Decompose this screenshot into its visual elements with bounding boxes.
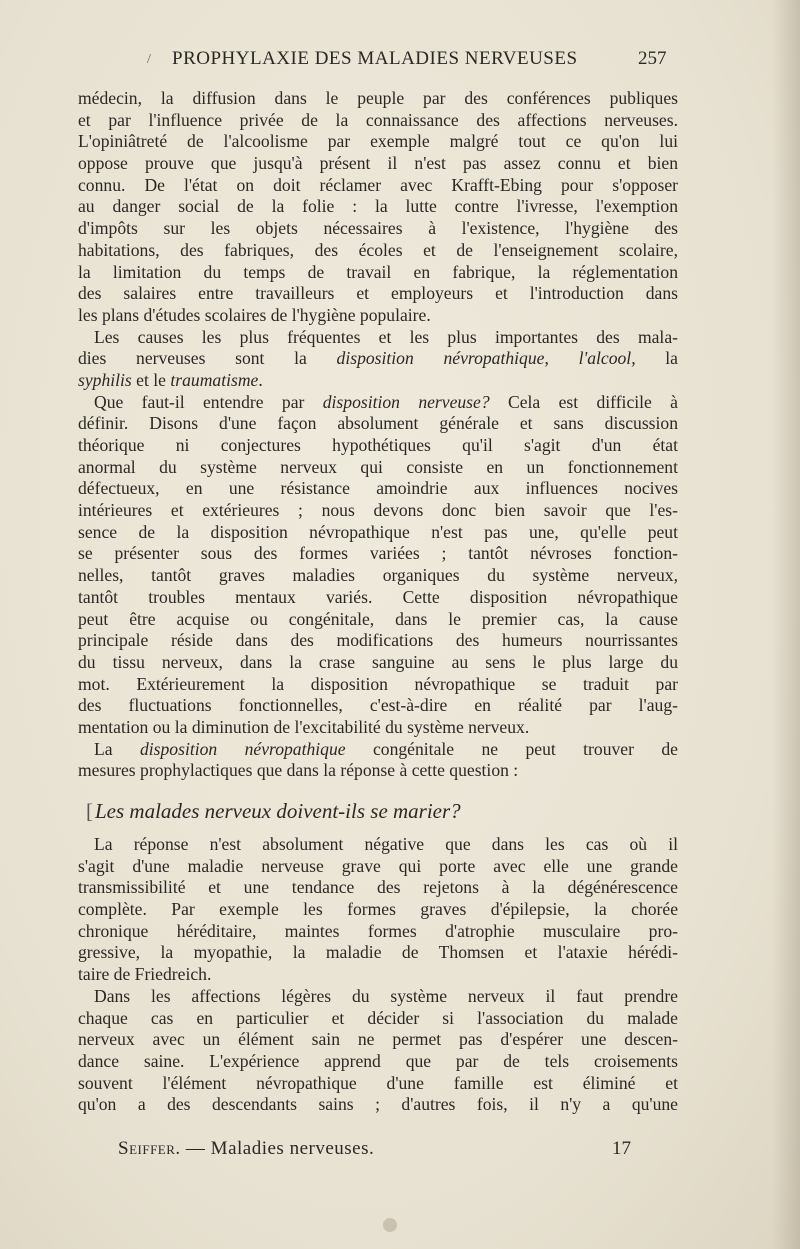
text-line: sence de la disposition névropathique n'est pas une, qu'elle peut bbox=[78, 521, 678, 542]
page-number: 257 bbox=[638, 48, 667, 69]
paragraph-2 bbox=[78, 327, 678, 392]
text-line bbox=[78, 348, 678, 370]
text-line: du tissu nerveux, dans la crase sanguine au sens le plus large du bbox=[78, 651, 678, 672]
text-line: connu. De l'état on doit réclamer avec Krafft-Ebing pour s'opposer bbox=[78, 174, 678, 195]
text-line: anormal du système nerveux qui consiste en un fonctionnement bbox=[78, 456, 678, 477]
paragraph-4 bbox=[78, 739, 678, 782]
header-mark: / bbox=[147, 52, 151, 67]
paragraph-6 bbox=[78, 986, 678, 1116]
text-line: La réponse n'est absolument négative que dans les cas où il bbox=[94, 834, 678, 854]
text-line: habitations, des fabriques, des écoles et de l'enseignement scolaire, bbox=[78, 239, 678, 260]
text-line bbox=[78, 370, 678, 392]
text-run: dies nerveuses sont la bbox=[78, 348, 337, 369]
text-run: la bbox=[635, 348, 678, 369]
text-line bbox=[78, 392, 678, 414]
text-line: tantôt troubles mentaux variés. Cette disposition névropathique bbox=[78, 586, 678, 607]
text-line: chronique héréditaire, maintes formes d'atrophie musculaire pro- bbox=[78, 920, 678, 941]
text-run: Cela est difficile à bbox=[489, 391, 678, 412]
text-line bbox=[78, 739, 678, 761]
emphasis-text: disposition nerveuse? bbox=[322, 391, 490, 412]
text-line: la limitation du temps de travail en fabrique, la réglementation bbox=[78, 261, 678, 282]
emphasis-text: syphilis bbox=[78, 369, 132, 390]
heading-text: Les malades nerveux doivent-ils se marier? bbox=[95, 799, 461, 823]
text-line: nelles, tantôt graves maladies organiques du système nerveux, bbox=[78, 565, 678, 586]
text-run: et le bbox=[131, 369, 171, 390]
paragraph-5 bbox=[78, 834, 678, 986]
emphasis-text: l'alcool, bbox=[578, 348, 636, 369]
text-line: dance saine. L'expérience apprend que par de tels croisements bbox=[78, 1050, 678, 1071]
text-line: des fluctuations fonctionnelles, c'est-à-dire en réalité par l'aug- bbox=[78, 695, 678, 716]
text-line: médecin, la diffusion dans le peuple par des conférences publiques bbox=[78, 88, 678, 108]
text-line: mot. Extérieurement la disposition névropathique se traduit par bbox=[78, 673, 678, 694]
text-line: gressive, la myopathie, la maladie de Thomsen et l'ataxie hérédi- bbox=[78, 942, 678, 963]
author-name: Seiffer. bbox=[118, 1138, 181, 1159]
text-run: , bbox=[544, 348, 579, 369]
text-line: peut être acquise ou congénitale, dans le premier cas, la cause bbox=[78, 608, 678, 629]
text-line: s'agit d'une maladie nerveuse grave qui porte avec elle une grande bbox=[78, 855, 678, 876]
text-line: se présenter sous des formes variées ; tantôt névroses fonction- bbox=[78, 543, 678, 564]
text-line: mentation ou la diminution de l'excitabilité du système nerveux. bbox=[78, 716, 530, 737]
footer-signature-line bbox=[118, 1138, 648, 1164]
paper-stain bbox=[383, 1218, 397, 1232]
footer-author-title bbox=[118, 1138, 374, 1160]
emphasis-text: traumatisme bbox=[170, 369, 259, 390]
text-run: . bbox=[258, 369, 263, 390]
text-run: La bbox=[94, 738, 140, 759]
text-line: L'opiniâtreté de l'alcoolisme par exemple malgré tout ce qu'on lui bbox=[78, 131, 678, 152]
text-line: et par l'influence privée de la connaissance des affections nerveuses. bbox=[78, 109, 678, 130]
text-line: des salaires entre travailleurs et employeurs et l'introduction dans bbox=[78, 283, 678, 304]
section-heading bbox=[78, 796, 678, 826]
text-line: les plans d'études scolaires de l'hygiène populaire. bbox=[78, 304, 431, 325]
text-line: complète. Par exemple les formes graves d'épilepsie, la chorée bbox=[78, 899, 678, 920]
page-edge-shadow bbox=[772, 0, 800, 1249]
text-line: Dans les affections légères du système nerveux il faut prendre bbox=[94, 985, 678, 1006]
running-header bbox=[0, 48, 800, 74]
text-line: principale réside dans des modifications des humeurs nourrissantes bbox=[78, 630, 678, 651]
emphasis-text: disposition névropathique bbox=[336, 348, 545, 369]
book-title: — Maladies nerveuses. bbox=[180, 1138, 375, 1159]
text-line: taire de Friedreich. bbox=[78, 964, 212, 985]
running-title: PROPHYLAXIE DES MALADIES NERVEUSES bbox=[172, 48, 578, 69]
text-line: au danger social de la folie : la lutte contre l'ivresse, l'exemption bbox=[78, 196, 678, 217]
text-line: définir. Disons d'une façon absolument générale et sans discussion bbox=[78, 413, 678, 434]
text-line: d'impôts sur les objets nécessaires à l'existence, l'hygiène des bbox=[78, 218, 678, 239]
text-line: souvent l'élément névropathique d'une famille est éliminé et bbox=[78, 1072, 678, 1093]
text-line: Les causes les plus fréquentes et les plus importantes des mala- bbox=[94, 326, 678, 347]
text-line: transmissibilité et une tendance des rejetons à la dégénérescence bbox=[78, 877, 678, 898]
text-line: chaque cas en particulier et décider si l'association du malade bbox=[78, 1007, 678, 1028]
text-run: congénitale ne peut trouver de bbox=[345, 738, 678, 759]
text-line: théorique ni conjectures hypothétiques qu'il s'agit d'un état bbox=[78, 435, 678, 455]
paragraph-1 bbox=[78, 88, 678, 327]
heading-bracket: [ bbox=[86, 799, 93, 823]
text-body bbox=[78, 88, 678, 1116]
text-line: oppose prouve que jusqu'à présent il n'est pas assez connu et bien bbox=[78, 153, 678, 174]
text-line: qu'on a des descendants sains ; d'autres fois, il n'y a qu'une bbox=[78, 1094, 678, 1115]
text-line: intérieures et extérieures ; nous devons donc bien savoir que l'es- bbox=[78, 500, 678, 521]
text-run: Que faut-il entendre par bbox=[94, 391, 323, 412]
emphasis-text: disposition névropathique bbox=[139, 738, 346, 759]
paragraph-3 bbox=[78, 392, 678, 739]
signature-number: 17 bbox=[612, 1138, 631, 1159]
text-line: nerveux avec un élément sain ne permet pas d'espérer une descen- bbox=[78, 1029, 678, 1050]
text-line: mesures prophylactiques que dans la réponse à cette question : bbox=[78, 760, 519, 781]
text-line: défectueux, en une résistance amoindrie aux influences nocives bbox=[78, 478, 678, 499]
